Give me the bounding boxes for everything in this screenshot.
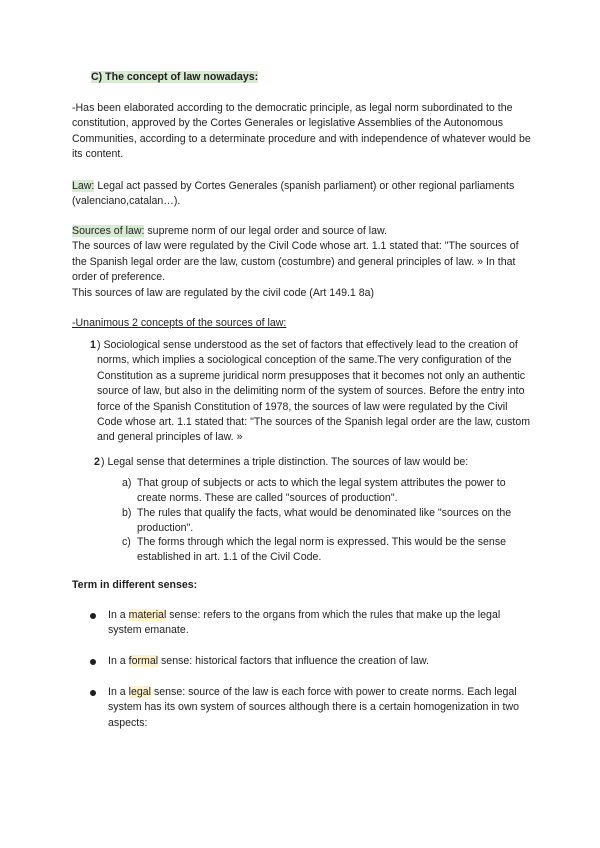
- section-title-text: C) The concept of law nowadays:: [91, 71, 259, 83]
- distinction-marker-a: a): [122, 477, 132, 489]
- distinction-text-b: The rules that qualify the facts, what would be denominated like "sources on the production".: [137, 507, 512, 535]
- concept-text-2: ) Legal sense that determines a triple distinction. The sources of law would be:: [101, 456, 469, 468]
- sense-pre: In a: [108, 686, 129, 698]
- concept-number-1: 1: [90, 339, 96, 351]
- senses-heading: Term in different senses:: [72, 579, 198, 591]
- distinction-text-c: The forms through which the legal norm is expressed. This would be the sense established in art. 1.1 of the Civil Code.: [137, 536, 507, 564]
- sources-line-2: The sources of law were regulated by the Civil Code whose art. 1.1 stated that: "The sources of the Spanish legal order are the law, custom (costumbre) and general principles of law. » In that order of preference.: [72, 240, 519, 284]
- sources-definition-text: supreme norm of our legal order and source of law.: [144, 225, 388, 237]
- sense-keyword-material: material: [128, 609, 167, 621]
- bullet-icon: [90, 659, 96, 665]
- sense-text-legal: [108, 685, 528, 731]
- concept-text-1-content: ) Sociological sense understood as the set of factors that effectively lead to the creation of norms, which implies a sociological conception of the same.The very configuration of the Constitution as a supreme juridical norm presupposes that it becomes not only an authentic source of law, but also in the delimiting norm of the system of sources. Before the entry into force of the Spanish Constitution of 1978, the sources of law were regulated by the Civil Code whose art. 1.1 stated that: "The sources of the Spanish legal order are the law, custom and general principles of law. »: [97, 339, 531, 444]
- sense-post: sense: historical factors that influence the creation of law.: [158, 655, 429, 667]
- sources-line-3: This sources of law are regulated by the civil code (Art 149.1 8a): [72, 286, 375, 299]
- sense-keyword-formal: formal: [128, 655, 159, 667]
- sense-text-formal: [108, 654, 528, 669]
- sense-text-material: [108, 608, 528, 639]
- sources-definition: [72, 224, 532, 301]
- sense-pre: In a: [108, 609, 129, 621]
- distinction-text-a: That group of subjects or acts to which the legal system attributes the power to create norms. These are called "sources of production".: [137, 477, 506, 505]
- concept-text-1: [97, 338, 532, 446]
- bullet-icon: [90, 690, 96, 696]
- sources-term: Sources of law:: [72, 225, 145, 237]
- law-definition-text: Legal act passed by Cortes Generales (spanish parliament) or other regional parliaments (valenciano,catalan…).: [72, 180, 515, 208]
- distinction-marker-b: b): [122, 507, 132, 519]
- section-title: [91, 70, 551, 85]
- law-definition: [72, 179, 532, 210]
- concepts-heading: -Unanimous 2 concepts of the sources of law:: [72, 317, 287, 329]
- sense-pre: In a: [108, 655, 129, 667]
- bullet-icon: [90, 613, 96, 619]
- distinction-marker-c: c): [122, 536, 131, 548]
- intro-paragraph: -Has been elaborated according to the democratic principle, as legal norm subordinated to the constitution, approved by the Cortes Generales or legislative Assemblies of the Autonomous Communities, according to a determinate procedure and with independence of whatever would be its content.: [72, 102, 531, 161]
- sense-post: sense: refers to the organs from which the rules that make up the legal system emanate.: [108, 609, 501, 637]
- sense-post: sense: source of the law is each force with power to create norms. Each legal system has its own system of sources although there is a certain homogenization in two aspects:: [108, 686, 520, 729]
- law-term: Law:: [72, 180, 95, 192]
- sense-keyword-legal: legal: [128, 686, 152, 698]
- concept-number-2: 2: [94, 456, 100, 468]
